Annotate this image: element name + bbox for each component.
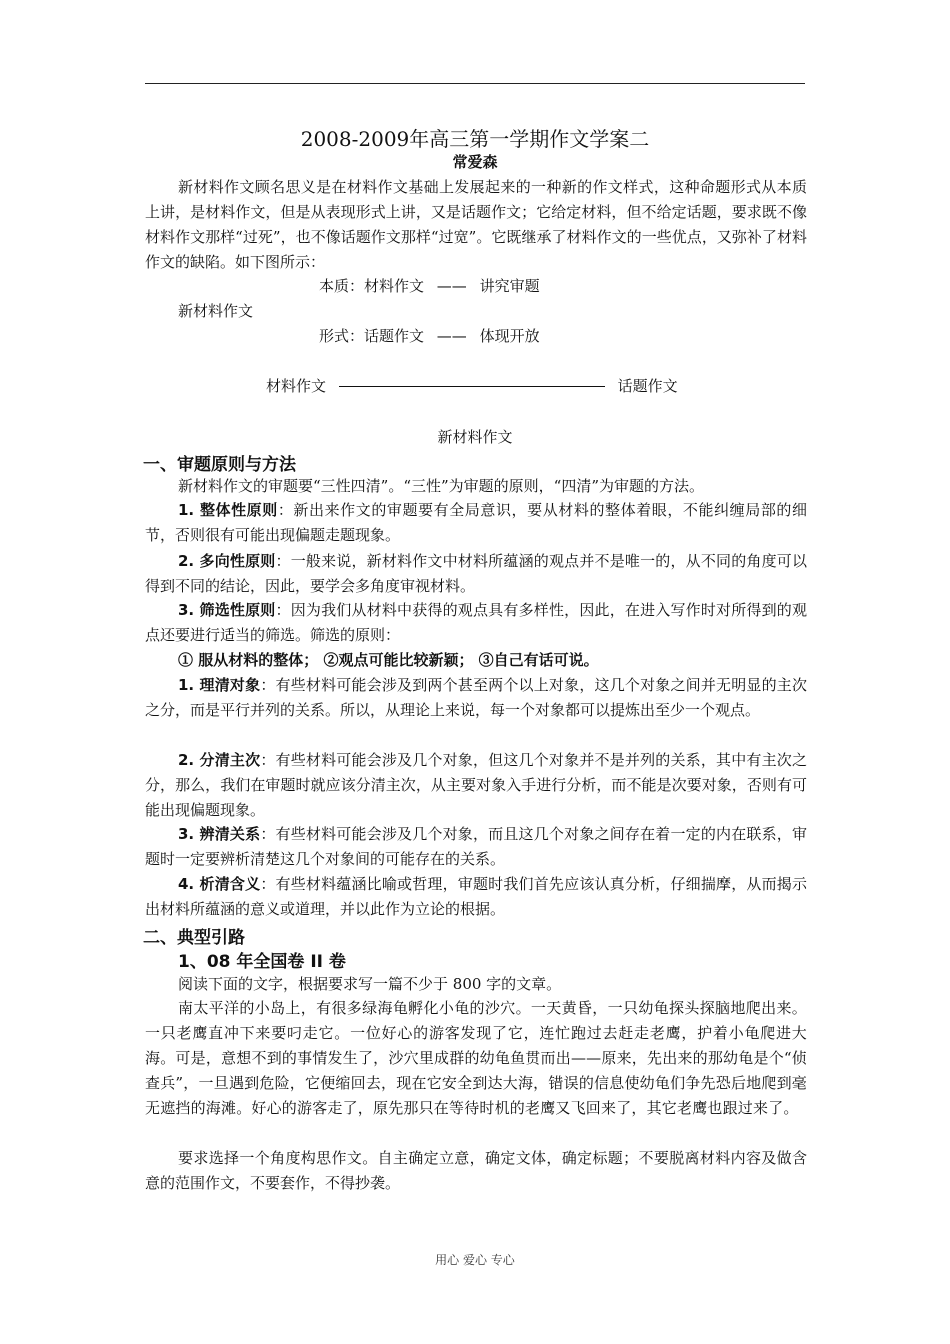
- principle-1-text: ：新出来作文的审题要有全局意识，要从材料的整体着眼，不能纠缠局部的细节，否则很有可能出现偏题走题现象。: [145, 501, 807, 544]
- selection-principles: ① 服从材料的整体； ②观点可能比较新颖； ③自己有话可说。: [178, 651, 599, 669]
- story-material: 南太平洋的小岛上，有很多绿海龟孵化小龟的沙穴。一天黄昏，一只幼龟探头探脑地爬出来。一只老鹰直冲下来要叼走它。一位好心的游客发现了它，连忙跑过去赶走老鹰，护着小龟爬进大海。可是，意想不到的事情发生了，沙穴里成群的幼龟鱼贯而出——原来，先出来的那幼龟是个“侦查兵”，一旦遇到危险，它便缩回去，现在它安全到达大海，错误的信息使幼龟们争先恐后地爬到毫无遮挡的海滩。好心的游客走了，原先那只在等待时机的老鹰又飞回来了，其它老鹰也跟过来了。: [145, 999, 807, 1117]
- diagram-left-end: 材料作文: [266, 377, 327, 395]
- clarity-3-text: ：有些材料可能会涉及几个对象，而且这几个对象之间存在着一定的内在联系，审题时一定要辨析清楚这几个对象间的可能存在的关系。: [145, 825, 807, 868]
- clarity-1-text: ：有些材料可能会涉及到两个甚至两个以上对象，这几个对象之间并无明显的主次之分，而是平行并列的关系。所以，从理论上来说，每一个对象都可以提炼出至少一个观点。: [145, 676, 807, 719]
- clarity-4-label: 4. 析清含义: [178, 875, 261, 893]
- clarity-2-text: ：有些材料可能会涉及几个对象，但这几个对象并不是并列的关系，其中有主次之分，那么，我们在审题时就应该分清主次，从主要对象入手进行分析，而不能是次要对象，否则有可能出现偏题现象。: [145, 751, 807, 819]
- principle-3-label: 3. 筛选性原则: [178, 601, 276, 619]
- clarity-3-label: 3. 辨清关系: [178, 825, 261, 843]
- writing-requirement: 要求选择一个角度构思作文。自主确定立意，确定文体，确定标题；不要脱离材料内容及做含意的范围作文，不要套作，不得抄袭。: [145, 1149, 807, 1192]
- section2-heading: 二、典型引路: [143, 928, 245, 948]
- diagram-form-dash: ——: [436, 327, 467, 345]
- principle-1: [145, 498, 807, 548]
- section2-subheading: 1、08 年全国卷 II 卷: [178, 952, 346, 972]
- clarity-1: [145, 673, 807, 723]
- diagram-center: 新材料作文: [178, 302, 254, 320]
- section2-prompt: 阅读下面的文字，根据要求写一篇不少于 800 字的文章。: [178, 975, 562, 993]
- author-name: 常爱森: [452, 153, 498, 171]
- diagram-bottom: 新材料作文: [437, 428, 513, 446]
- diagram-form-right: 体现开放: [479, 327, 540, 345]
- diagram-essence-right: 讲究审题: [479, 277, 540, 295]
- header-rule: [145, 83, 805, 84]
- clarity-4: [145, 872, 807, 922]
- clarity-2-label: 2. 分清主次: [178, 751, 261, 769]
- diagram-connector-line: [339, 386, 605, 387]
- clarity-3: [145, 822, 807, 872]
- principle-3-text: ：因为我们从材料中获得的观点具有多样性，因此，在进入写作时对所得到的观点还要进行适当的筛选。筛选的原则：: [145, 601, 808, 644]
- principle-2-label: 2. 多向性原则: [178, 552, 276, 570]
- diagram-spectrum: [266, 375, 678, 396]
- principle-3: [145, 598, 807, 648]
- intro-paragraph: 新材料作文顾名思义是在材料作文基础上发展起来的一种新的作文样式，这种命题形式从本质上讲，是材料作文，但是从表现形式上讲，又是话题作文；它给定材料，但不给定话题，要求既不像材料作文那样“过死”，也不像话题作文那样“过宽”。它既继承了材料作文的一些优点，又弥补了材料作文的缺陷。如下图所示：: [145, 178, 807, 271]
- page-footer: 用心 爱心 专心: [435, 1253, 515, 1267]
- document-title: 2008-2009年高三第一学期作文学案二: [300, 127, 650, 151]
- section1-lead: 新材料作文的审题要“三性四清”。“三性”为审题的原则，“四清”为审题的方法。: [178, 477, 705, 495]
- section1-heading: 一、审题原则与方法: [143, 455, 296, 475]
- clarity-2: [145, 748, 807, 823]
- clarity-4-text: ：有些材料蕴涵比喻或哲理，审题时我们首先应该认真分析，仔细揣摩，从而揭示出材料所蕴涵的意义或道理，并以此作为立论的根据。: [145, 875, 807, 918]
- diagram-essence-dash: ——: [436, 277, 467, 295]
- diagram-essence-label: 本质：材料作文: [319, 277, 425, 295]
- diagram-right-end: 话题作文: [617, 377, 678, 395]
- principle-2: [145, 549, 807, 599]
- principle-1-label: 1. 整体性原则: [178, 501, 278, 519]
- clarity-1-label: 1. 理清对象: [178, 676, 261, 694]
- diagram-form-label: 形式：话题作文: [319, 327, 425, 345]
- diagram-essence: [319, 275, 540, 296]
- principle-2-text: ：一般来说，新材料作文中材料所蕴涵的观点并不是唯一的，从不同的角度可以得到不同的结论，因此，要学会多角度审视材料。: [145, 552, 808, 595]
- diagram-form: [319, 325, 540, 346]
